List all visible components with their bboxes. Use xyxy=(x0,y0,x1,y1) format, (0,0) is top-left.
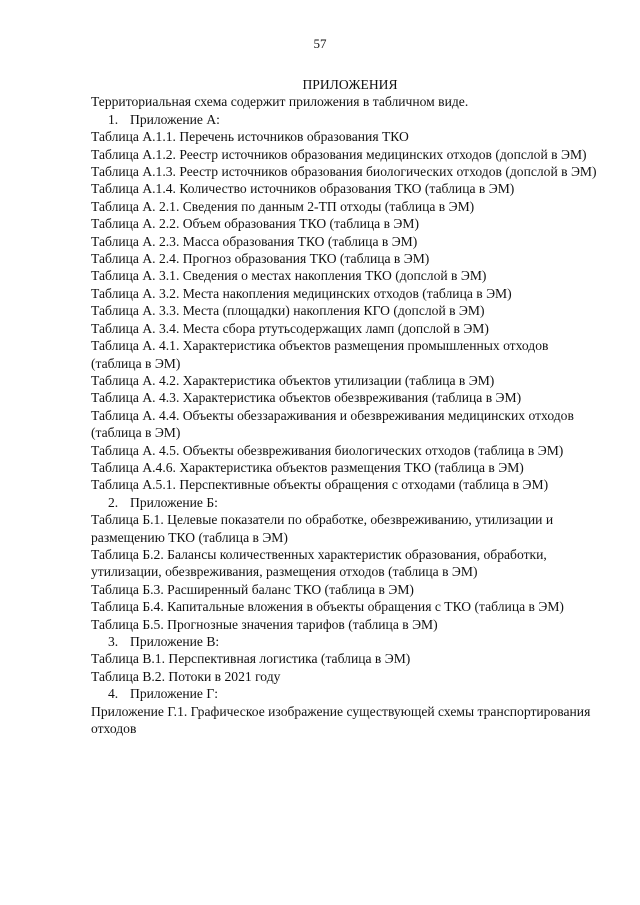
appendix-content xyxy=(91,76,601,737)
appendix-list-item: Таблица Б.5. Прогнозные значения тарифов (таблица в ЭМ) xyxy=(91,616,438,632)
appendix-list-item: Таблица А. 3.1. Сведения о местах накопления ТКО (допслой в ЭМ) xyxy=(91,268,487,284)
section-number: 1. xyxy=(108,111,119,127)
appendix-list-item: Таблица А.1.4. Количество источников образования ТКО (таблица в ЭМ) xyxy=(91,181,515,197)
appendix-list-item: Таблица А.1.3. Реестр источников образования биологических отходов (допслой в ЭМ) xyxy=(91,164,597,180)
page-number: 57 xyxy=(313,36,327,51)
section-heading-label: Приложение Б: xyxy=(130,494,218,510)
section-heading xyxy=(91,494,601,511)
section-heading-label: Приложение Г: xyxy=(130,686,218,702)
appendix-list-item: Таблица А. 2.4. Прогноз образования ТКО (таблица в ЭМ) xyxy=(91,251,430,267)
appendix-list-item: Таблица А. 4.5. Объекты обезвреживания биологических отходов (таблица в ЭМ) xyxy=(91,442,564,458)
section-number: 2. xyxy=(108,494,119,510)
appendix-list-item: Таблица Б.1. Целевые показатели по обработке, обезвреживанию, утилизации и размещению ТКО (таблица в ЭМ) xyxy=(91,512,554,545)
section-heading xyxy=(91,111,601,128)
section-heading-label: Приложение А: xyxy=(130,111,220,127)
section-heading xyxy=(91,685,601,702)
section-number: 3. xyxy=(108,634,119,649)
appendix-list-item: Таблица А. 4.1. Характеристика объектов размещения промышленных отходов (таблица в ЭМ) xyxy=(91,338,549,371)
section-heading-label: Приложение В: xyxy=(130,634,220,649)
appendix-list-item: Таблица А.5.1. Перспективные объекты обращения с отходами (таблица в ЭМ) xyxy=(91,477,549,493)
section-number: 4. xyxy=(108,686,119,702)
appendix-list-item: Таблица В.1. Перспективная логистика (таблица в ЭМ) xyxy=(91,651,411,667)
appendix-list-item: Таблица А.1.2. Реестр источников образования медицинских отходов (допслой в ЭМ) xyxy=(91,146,587,162)
appendix-list-item: Таблица Б.2. Балансы количественных характеристик образования, обработки, утилизации, обезвреживания, размещения отходов (таблица в ЭМ) xyxy=(91,546,547,580)
appendix-list-item: Таблица А.4.6. Характеристика объектов размещения ТКО (таблица в ЭМ) xyxy=(91,459,524,475)
appendix-list-item: Приложение Г.1. Графическое изображение существующей схемы транспортирования отходов xyxy=(91,703,591,737)
section-heading xyxy=(91,633,601,650)
appendix-list-item: Таблица А. 3.2. Места накопления медицинских отходов (таблица в ЭМ) xyxy=(91,285,512,301)
appendix-list-item: Таблица А. 2.1. Сведения по данным 2-ТП отходы (таблица в ЭМ) xyxy=(91,198,475,214)
intro-paragraph: Территориальная схема содержит приложения в табличном виде. xyxy=(91,94,469,110)
appendix-list-item: Таблица А. 3.3. Места (площадки) накопления КГО (допслой в ЭМ) xyxy=(91,303,485,319)
appendix-list-item: Таблица Б.3. Расширенный баланс ТКО (таблица в ЭМ) xyxy=(91,581,414,597)
appendix-list-item: Таблица В.2. Потоки в 2021 году xyxy=(91,668,281,684)
appendix-list-item: Таблица А. 4.3. Характеристика объектов обезвреживания (таблица в ЭМ) xyxy=(91,390,522,406)
appendix-list-item: Таблица А.1.1. Перечень источников образования ТКО xyxy=(91,129,409,145)
appendix-list-item: Таблица А. 4.2. Характеристика объектов утилизации (таблица в ЭМ) xyxy=(91,372,495,388)
appendix-list-item: Таблица Б.4. Капитальные вложения в объекты обращения с ТКО (таблица в ЭМ) xyxy=(91,599,564,615)
appendix-list-item: Таблица А. 4.4. Объекты обеззараживания и обезвреживания медицинских отходов (таблица в ЭМ) xyxy=(91,407,574,441)
page-title: ПРИЛОЖЕНИЯ xyxy=(302,77,398,92)
appendix-list-item: Таблица А. 2.2. Объем образования ТКО (таблица в ЭМ) xyxy=(91,216,419,232)
appendix-list-item: Таблица А. 3.4. Места сбора ртутьсодержащих ламп (допслой в ЭМ) xyxy=(91,320,489,336)
appendix-list-item: Таблица А. 2.3. Масса образования ТКО (таблица в ЭМ) xyxy=(91,233,418,249)
appendix-sections xyxy=(91,111,601,738)
